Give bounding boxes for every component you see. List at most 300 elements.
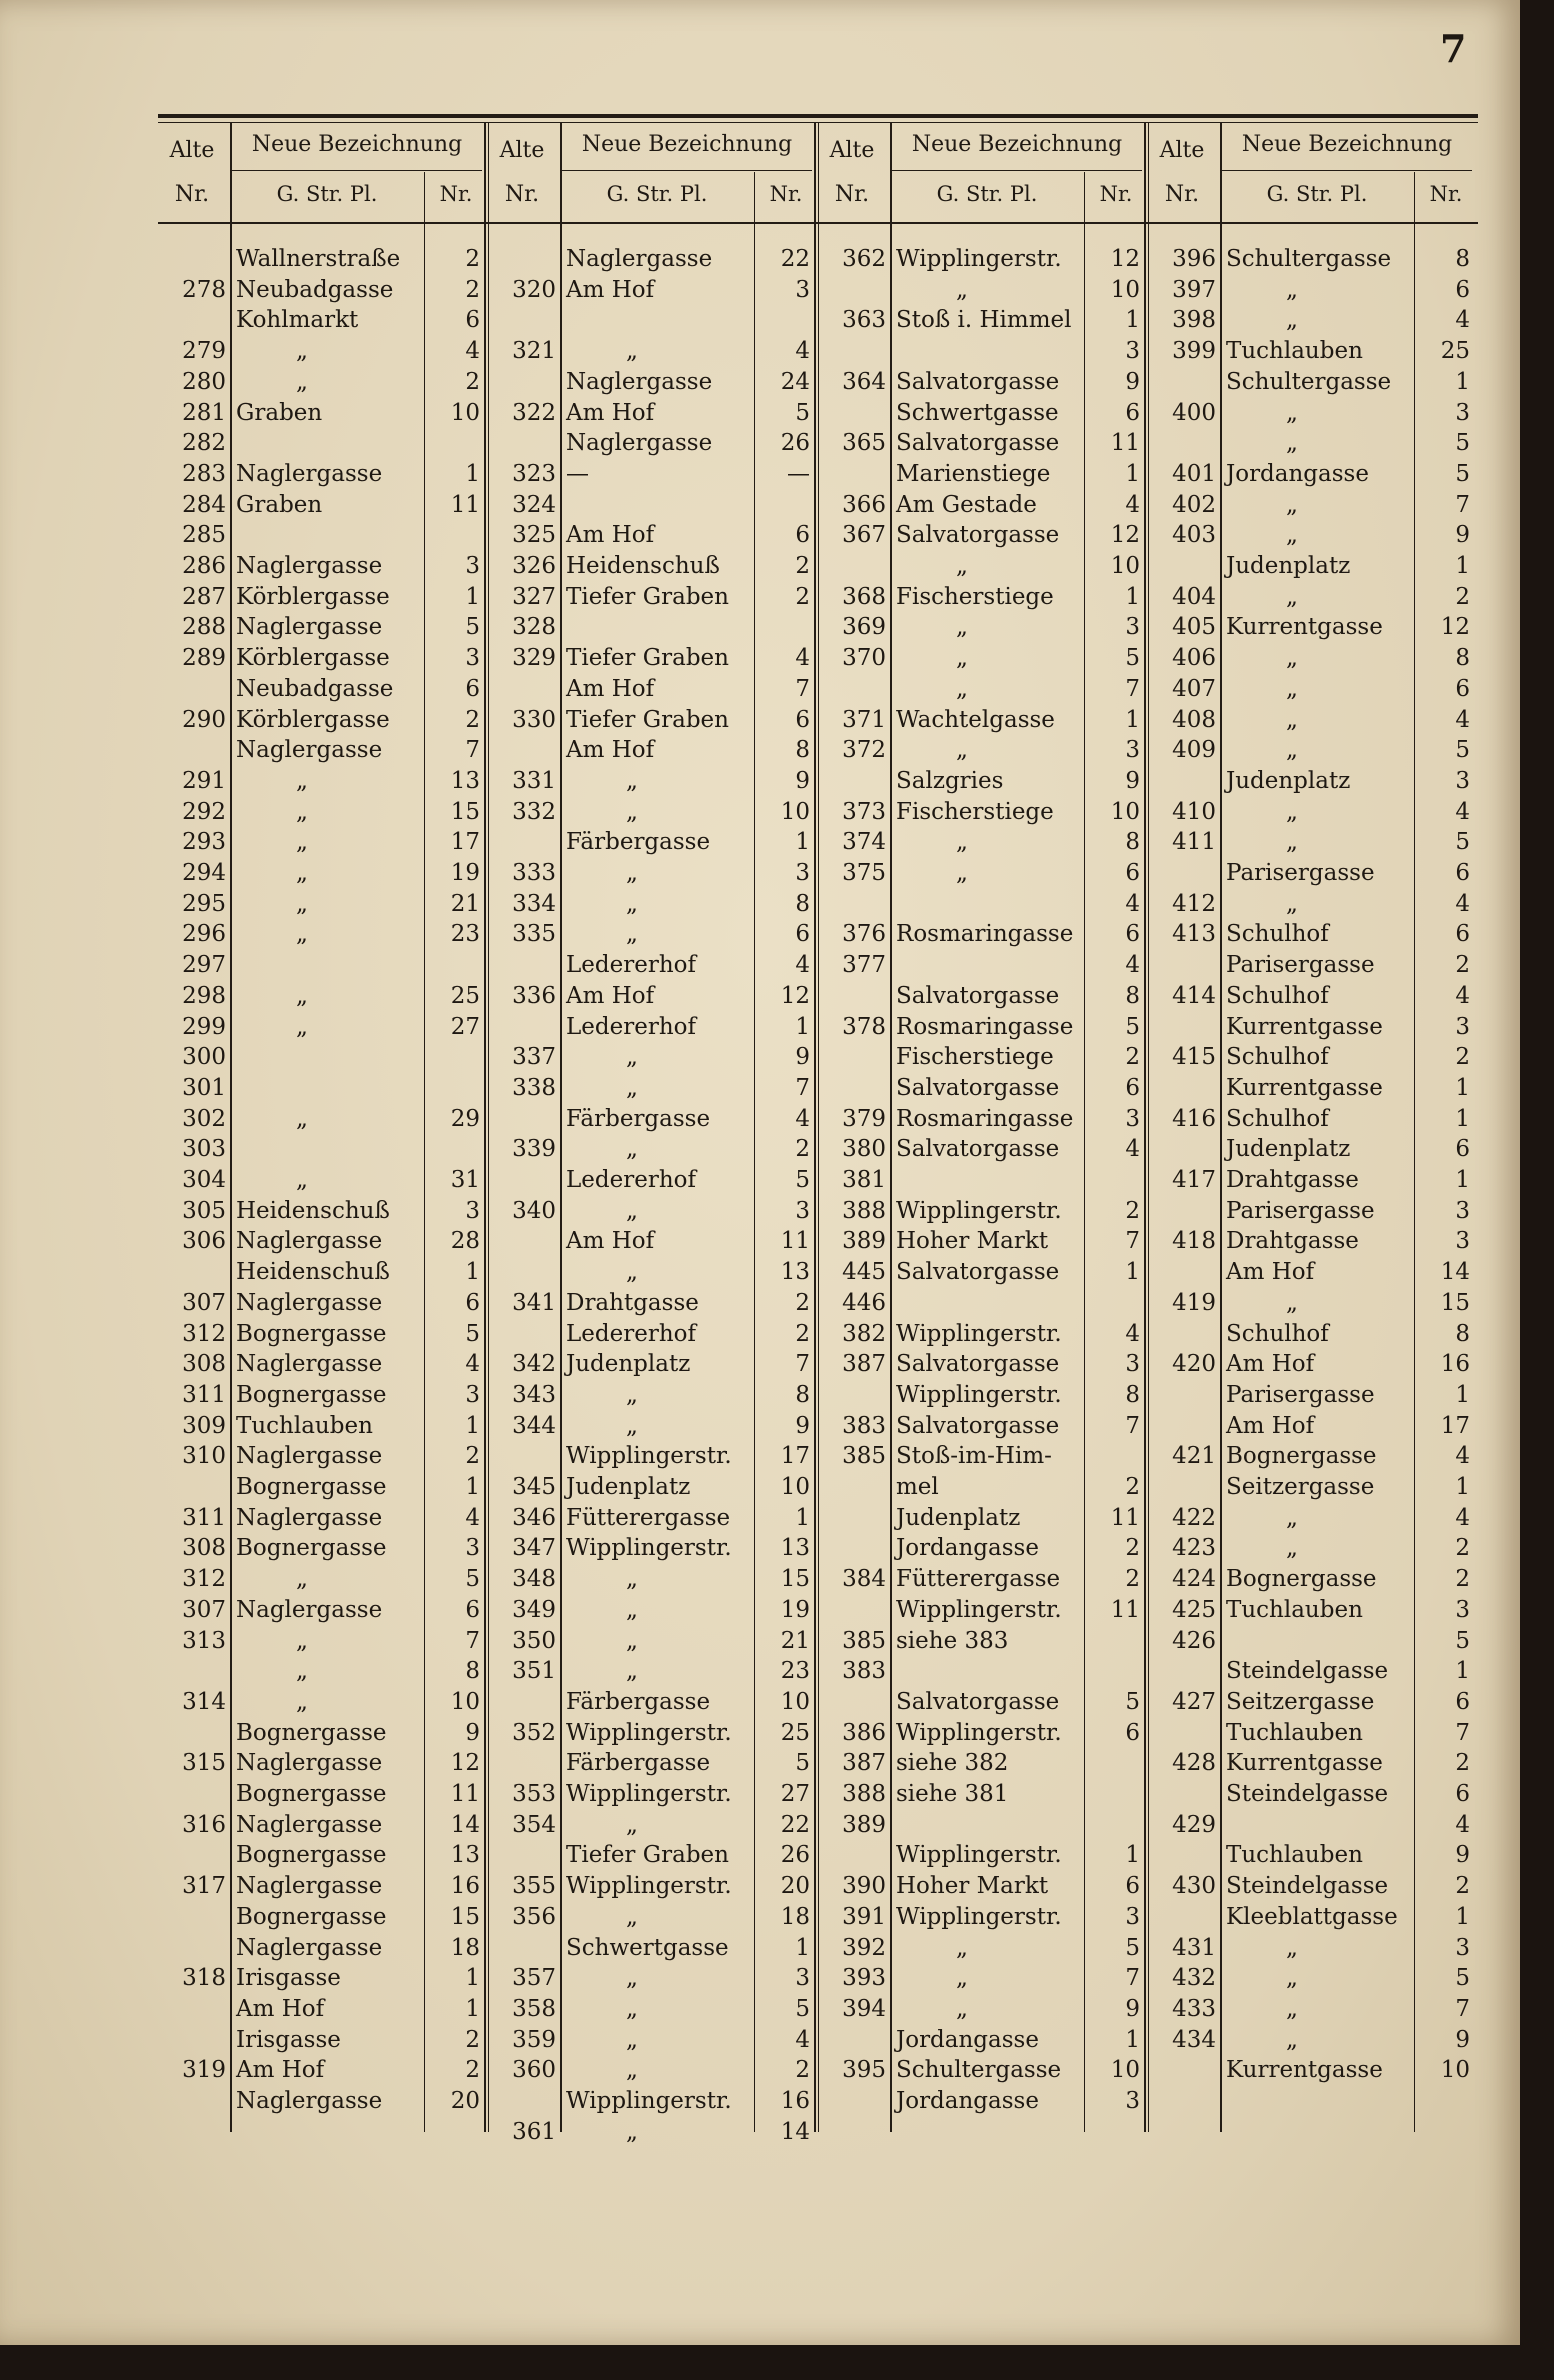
old-number-cell: 404 — [1172, 583, 1216, 610]
old-number-cell: 307 — [182, 1289, 226, 1316]
street-name-cell: „ — [626, 2118, 638, 2145]
street-name-cell: Tuchlauben — [1226, 1596, 1363, 1623]
new-number-cell: 1 — [795, 1504, 810, 1531]
old-number-cell: 371 — [842, 706, 886, 733]
street-name-cell: Naglergasse — [566, 368, 713, 395]
street-name-cell: „ — [1286, 276, 1298, 303]
old-number-cell: 288 — [182, 614, 226, 641]
new-number-cell: 6 — [1455, 860, 1470, 886]
old-number-cell: 400 — [1172, 399, 1216, 426]
old-number-cell: 335 — [512, 921, 556, 948]
street-name-cell: „ — [296, 1627, 308, 1654]
old-number-cell: 370 — [842, 645, 886, 672]
new-number-cell: 17 — [1440, 1412, 1470, 1439]
street-name-cell: Wipplingerstr. — [566, 1535, 732, 1562]
old-number-cell: 383 — [842, 1658, 886, 1685]
header-neue-bezeichnung: Neue Bezeichnung — [581, 132, 793, 157]
new-number-cell: 3 — [1125, 1903, 1140, 1930]
header-nr-label: Nr. — [504, 182, 540, 207]
street-name-cell: Seitzergasse — [1226, 1474, 1375, 1500]
old-number-cell: 309 — [182, 1412, 226, 1439]
new-number-cell: 6 — [465, 675, 480, 702]
old-number-cell: 398 — [1172, 307, 1216, 334]
street-name-cell: „ — [1286, 430, 1298, 457]
street-name-cell: Salzgries — [896, 767, 1004, 794]
street-name-cell: Wipplingerstr. — [566, 1873, 732, 1900]
group-divider — [484, 122, 486, 2132]
header-subrule — [892, 170, 1142, 171]
new-number-cell: 4 — [795, 645, 810, 672]
new-number-cell: 21 — [450, 890, 480, 917]
old-number-cell: 388 — [842, 1197, 886, 1224]
street-name-cell: „ — [1286, 829, 1298, 856]
new-number-cell: 7 — [795, 1351, 810, 1378]
new-number-cell: 1 — [1455, 553, 1470, 579]
new-number-cell: 10 — [450, 1688, 480, 1715]
old-number-cell: 402 — [1172, 491, 1216, 518]
new-number-cell: 8 — [1455, 645, 1470, 672]
new-number-cell: 7 — [1125, 675, 1140, 702]
new-number-cell: 2 — [795, 1136, 810, 1163]
street-name-cell: Parisergasse — [1226, 1381, 1375, 1408]
new-number-cell: 8 — [1125, 982, 1140, 1009]
street-name-cell: Wipplingerstr. — [896, 1381, 1062, 1408]
old-number-cell: 313 — [182, 1627, 226, 1654]
street-name-cell: Körblergasse — [236, 645, 390, 672]
new-number-cell: 4 — [1455, 798, 1470, 825]
new-number-cell: 3 — [465, 1197, 480, 1224]
street-name-cell: Naglergasse — [236, 1228, 383, 1255]
old-number-cell: 359 — [512, 2026, 556, 2053]
new-number-cell: 9 — [1125, 767, 1140, 794]
street-name-cell: Schulhof — [1226, 982, 1329, 1009]
new-number-cell: 7 — [465, 737, 480, 764]
street-name-cell: „ — [296, 1105, 308, 1132]
new-number-cell: 16 — [780, 2088, 810, 2114]
old-number-cell: 376 — [842, 921, 886, 948]
street-name-cell: Drahtgasse — [566, 1289, 699, 1316]
new-number-cell: 4 — [1455, 307, 1470, 334]
old-number-cell: 413 — [1172, 921, 1216, 948]
old-number-cell: 329 — [512, 645, 556, 672]
old-number-cell: 412 — [1172, 890, 1216, 917]
street-name-cell: Bognergasse — [1226, 1566, 1377, 1593]
new-number-cell: 1 — [1125, 2026, 1140, 2053]
header-nr: Nr. — [1429, 182, 1463, 206]
old-number-cell: 368 — [842, 583, 886, 610]
new-number-cell: 5 — [465, 1320, 480, 1347]
street-name-cell: Bognergasse — [236, 1381, 387, 1408]
street-name-cell: „ — [626, 1995, 638, 2022]
old-number-cell: 377 — [842, 952, 886, 979]
new-number-cell: 12 — [450, 1750, 480, 1777]
street-name-cell: „ — [1286, 1934, 1298, 1961]
new-number-cell: 9 — [1125, 368, 1140, 395]
street-name-cell: Naglergasse — [566, 246, 713, 272]
old-number-cell: 410 — [1172, 798, 1216, 825]
old-number-cell: 299 — [182, 1013, 226, 1040]
new-number-cell: 8 — [1125, 1381, 1140, 1408]
street-name-cell: Schultergasse — [1226, 246, 1392, 272]
old-number-cell: 396 — [1172, 246, 1216, 272]
new-number-cell: 4 — [465, 1351, 480, 1378]
old-number-cell: 308 — [182, 1535, 226, 1562]
new-number-cell: — — [787, 460, 810, 487]
street-name-cell: Stoß i. Himmel — [896, 307, 1072, 334]
street-name-cell: Am Hof — [566, 675, 655, 702]
old-number-cell: 338 — [512, 1074, 556, 1101]
new-number-cell: 3 — [1455, 1013, 1470, 1040]
old-number-cell: 291 — [182, 767, 226, 794]
street-name-cell: Fischerstiege — [896, 583, 1054, 610]
new-number-cell: 6 — [1125, 1074, 1140, 1101]
old-number-cell: 426 — [1172, 1627, 1216, 1654]
street-name-cell: Naglergasse — [236, 1504, 383, 1531]
new-number-cell: 1 — [1125, 1259, 1140, 1286]
street-name-cell: Wipplingerstr. — [896, 1197, 1062, 1224]
street-name-cell: „ — [956, 829, 968, 856]
street-name-cell: Heidenschuß — [236, 1259, 390, 1286]
old-number-cell: 307 — [182, 1596, 226, 1623]
street-name-cell: Drahtgasse — [1226, 1228, 1359, 1255]
street-name-cell: „ — [626, 1658, 638, 1685]
street-name-cell: Schwertgasse — [566, 1934, 729, 1961]
street-name-cell: Körblergasse — [236, 583, 390, 610]
new-number-cell: 6 — [465, 1289, 480, 1316]
new-number-cell: 17 — [780, 1443, 810, 1470]
old-number-cell: 430 — [1172, 1873, 1216, 1900]
street-name-cell: Bognergasse — [236, 1903, 387, 1930]
new-number-cell: 1 — [465, 1965, 480, 1992]
old-number-cell: 431 — [1172, 1934, 1216, 1961]
old-number-cell: 424 — [1172, 1566, 1216, 1593]
street-name-cell: „ — [626, 1197, 638, 1224]
new-number-cell: 19 — [780, 1596, 810, 1623]
new-number-cell: 8 — [795, 890, 810, 917]
old-number-cell: 375 — [842, 860, 886, 886]
street-name-cell: Jordangasse — [1226, 460, 1369, 487]
new-number-cell: 20 — [780, 1873, 810, 1900]
street-name-cell: „ — [626, 2026, 638, 2053]
old-number-cell: 417 — [1172, 1167, 1216, 1193]
new-number-cell: 4 — [465, 1504, 480, 1531]
new-number-cell: 3 — [795, 1197, 810, 1224]
street-name-cell: Färbergasse — [566, 1688, 711, 1715]
old-number-cell: 310 — [182, 1443, 226, 1470]
old-number-cell: 341 — [512, 1289, 556, 1316]
old-number-cell: 302 — [182, 1105, 226, 1132]
new-number-cell: 10 — [780, 1474, 810, 1500]
old-number-cell: 409 — [1172, 737, 1216, 764]
group-divider — [1144, 122, 1146, 2132]
old-number-cell: 294 — [182, 860, 226, 886]
new-number-cell: 25 — [450, 982, 480, 1009]
old-number-cell: 357 — [512, 1965, 556, 1992]
street-name-cell: Naglergasse — [236, 460, 383, 487]
old-number-cell: 364 — [842, 368, 886, 395]
street-name-cell: Naglergasse — [236, 1289, 383, 1316]
old-number-cell: 403 — [1172, 522, 1216, 549]
nr-column-divider — [1084, 172, 1085, 2132]
street-name-cell: Tuchlauben — [1226, 1842, 1363, 1869]
new-number-cell: 4 — [1125, 952, 1140, 979]
old-number-cell: 383 — [842, 1412, 886, 1439]
street-name-cell: „ — [956, 645, 968, 672]
street-name-cell: „ — [626, 1965, 638, 1992]
street-name-cell: Naglergasse — [236, 1596, 383, 1623]
header-gsp: G. Str. Pl. — [1266, 182, 1368, 206]
street-name-cell: „ — [1286, 1289, 1298, 1316]
street-name-cell: Am Gestade — [896, 491, 1037, 518]
street-name-cell: Kurrentgasse — [1226, 1013, 1383, 1040]
street-name-cell: Wipplingerstr. — [896, 1842, 1062, 1869]
old-number-cell: 423 — [1172, 1535, 1216, 1562]
street-name-cell: Schulhof — [1226, 1320, 1329, 1347]
street-name-cell: Fütterergasse — [566, 1504, 731, 1531]
new-number-cell: 1 — [1455, 1903, 1470, 1930]
new-number-cell: 2 — [1455, 1750, 1470, 1777]
old-number-cell: 366 — [842, 491, 886, 518]
street-name-cell: Parisergasse — [1226, 860, 1375, 886]
new-number-cell: 21 — [780, 1627, 810, 1654]
street-name-cell: Körblergasse — [236, 706, 390, 733]
new-number-cell: 6 — [1125, 399, 1140, 426]
street-name-cell: „ — [626, 1259, 638, 1286]
old-number-cell: 293 — [182, 829, 226, 856]
old-number-cell: 373 — [842, 798, 886, 825]
new-number-cell: 11 — [1110, 1504, 1140, 1531]
street-name-cell: „ — [626, 1903, 638, 1930]
street-name-cell: Tiefer Graben — [566, 1842, 729, 1869]
new-number-cell: 2 — [795, 2057, 810, 2084]
street-name-cell: „ — [956, 1995, 968, 2022]
old-number-cell: 353 — [512, 1781, 556, 1807]
nr-column-divider — [424, 172, 425, 2132]
new-number-cell: 3 — [1455, 1228, 1470, 1255]
street-name-cell: „ — [1286, 491, 1298, 518]
old-number-cell: 280 — [182, 368, 226, 395]
new-number-cell: 12 — [1110, 522, 1140, 549]
street-name-cell: „ — [626, 1566, 638, 1593]
new-number-cell: 5 — [1455, 1627, 1470, 1654]
new-number-cell: 9 — [795, 1044, 810, 1071]
nr-column-divider — [1414, 172, 1415, 2132]
new-number-cell: 6 — [1455, 921, 1470, 948]
new-number-cell: 20 — [450, 2088, 480, 2114]
old-number-cell: 421 — [1172, 1443, 1216, 1470]
old-number-cell: 355 — [512, 1873, 556, 1900]
new-number-cell: 6 — [465, 307, 480, 334]
street-name-cell: „ — [956, 737, 968, 764]
new-number-cell: 11 — [450, 491, 480, 518]
new-number-cell: 26 — [780, 1842, 810, 1869]
old-number-cell: 345 — [512, 1474, 556, 1500]
old-number-cell: 433 — [1172, 1995, 1216, 2022]
street-name-cell: Am Hof — [566, 737, 655, 764]
street-name-cell: Salvatorgasse — [896, 522, 1060, 549]
street-name-cell: Färbergasse — [566, 1105, 711, 1132]
new-number-cell: 3 — [795, 860, 810, 886]
street-name-cell: „ — [626, 860, 638, 886]
street-name-cell: Tuchlauben — [1226, 1719, 1363, 1746]
header-nr: Nr. — [769, 182, 803, 206]
street-name-cell: Am Hof — [566, 522, 655, 549]
old-number-cell: 318 — [182, 1965, 226, 1992]
street-name-cell: Stoß-im-Him- — [896, 1443, 1052, 1470]
new-number-cell: 1 — [1455, 1167, 1470, 1193]
header-neue-bezeichnung: Neue Bezeichnung — [1241, 132, 1453, 157]
old-number-cell: 317 — [182, 1873, 226, 1900]
new-number-cell: 29 — [450, 1105, 480, 1132]
old-number-cell: 378 — [842, 1013, 886, 1040]
street-name-cell: Graben — [236, 399, 323, 426]
street-name-cell: „ — [296, 921, 308, 948]
new-number-cell: 23 — [450, 921, 480, 948]
old-number-cell: 408 — [1172, 706, 1216, 733]
new-number-cell: 3 — [795, 1965, 810, 1992]
street-name-cell: Bognergasse — [236, 1781, 387, 1807]
street-name-cell: Bognergasse — [236, 1842, 387, 1869]
street-name-cell: Salvatorgasse — [896, 368, 1060, 395]
old-number-cell: 285 — [182, 522, 226, 549]
street-name-cell: „ — [1286, 1995, 1298, 2022]
street-name-cell: Schultergasse — [896, 2057, 1062, 2084]
new-number-cell: 10 — [1110, 276, 1140, 303]
old-number-cell: 389 — [842, 1228, 886, 1255]
old-number-cell: 381 — [842, 1167, 886, 1193]
nr-column-divider — [754, 172, 755, 2132]
street-name-cell: Kurrentgasse — [1226, 614, 1383, 641]
street-name-cell: Salvatorgasse — [896, 1688, 1060, 1715]
old-number-cell: 289 — [182, 645, 226, 672]
new-number-cell: 3 — [1125, 1105, 1140, 1132]
new-number-cell: 2 — [795, 583, 810, 610]
old-number-cell: 388 — [842, 1781, 886, 1807]
new-number-cell: 2 — [465, 1443, 480, 1470]
new-number-cell: 7 — [1125, 1228, 1140, 1255]
new-number-cell: 8 — [1455, 246, 1470, 272]
new-number-cell: 1 — [465, 1474, 480, 1500]
new-number-cell: 4 — [465, 338, 480, 365]
street-name-cell: Naglergasse — [236, 1934, 383, 1961]
street-name-cell: Bognergasse — [1226, 1443, 1377, 1470]
street-name-cell: „ — [956, 276, 968, 303]
street-name-cell: Steindelgasse — [1226, 1781, 1389, 1807]
old-number-cell: 306 — [182, 1228, 226, 1255]
street-name-cell: Rosmaringasse — [896, 1105, 1074, 1132]
old-number-cell: 422 — [1172, 1504, 1216, 1531]
street-name-cell: Graben — [236, 491, 323, 518]
new-number-cell: 15 — [450, 798, 480, 825]
old-number-cell: 295 — [182, 890, 226, 917]
old-number-cell: 278 — [182, 276, 226, 303]
new-number-cell: 13 — [780, 1259, 810, 1286]
street-name-cell: „ — [956, 860, 968, 886]
street-name-cell: Neubadgasse — [236, 675, 394, 702]
street-name-cell: Steindelgasse — [1226, 1658, 1389, 1685]
new-number-cell: 5 — [1125, 1013, 1140, 1040]
new-number-cell: 8 — [1455, 1320, 1470, 1347]
new-number-cell: 6 — [1455, 1688, 1470, 1715]
old-number-cell: 389 — [842, 1811, 886, 1838]
new-number-cell: 1 — [1455, 1105, 1470, 1132]
new-number-cell: 4 — [1125, 1320, 1140, 1347]
new-number-cell: 6 — [795, 921, 810, 948]
street-name-cell: Irisgasse — [236, 1965, 341, 1992]
old-number-cell: 399 — [1172, 338, 1216, 365]
street-name-cell: Parisergasse — [1226, 952, 1375, 979]
street-name-cell: Kohlmarkt — [236, 307, 359, 334]
old-number-cell: 358 — [512, 1995, 556, 2022]
new-number-cell: 5 — [1125, 645, 1140, 672]
new-number-cell: 7 — [795, 1074, 810, 1101]
table-top-rule — [158, 114, 1478, 118]
street-name-cell: Naglergasse — [236, 553, 383, 579]
new-number-cell: 3 — [1455, 1934, 1470, 1961]
street-name-cell: Bognergasse — [236, 1535, 387, 1562]
old-number-cell: 405 — [1172, 614, 1216, 641]
new-number-cell: 2 — [465, 2057, 480, 2084]
new-number-cell: 17 — [450, 829, 480, 856]
old-number-cell: 336 — [512, 982, 556, 1009]
new-number-cell: 2 — [1125, 1044, 1140, 1071]
new-number-cell: 10 — [1440, 2057, 1470, 2084]
street-name-cell: „ — [956, 553, 968, 579]
new-number-cell: 26 — [780, 430, 810, 457]
old-number-cell: 351 — [512, 1658, 556, 1685]
street-name-cell: Am Hof — [566, 399, 655, 426]
street-name-cell: Wipplingerstr. — [896, 1320, 1062, 1347]
header-gsp: G. Str. Pl. — [936, 182, 1038, 206]
old-number-cell: 325 — [512, 522, 556, 549]
street-name-cell: Fischerstiege — [896, 798, 1054, 825]
new-number-cell: 14 — [1440, 1259, 1470, 1286]
street-name-cell: Schulhof — [1226, 921, 1329, 948]
old-number-cell: 292 — [182, 798, 226, 825]
new-number-cell: 9 — [1455, 522, 1470, 549]
street-name-cell: „ — [1286, 798, 1298, 825]
street-name-cell: Drahtgasse — [1226, 1167, 1359, 1193]
old-number-cell: 434 — [1172, 2026, 1216, 2053]
street-name-cell: Salvatorgasse — [896, 1259, 1060, 1286]
new-number-cell: 5 — [465, 614, 480, 641]
new-number-cell: 2 — [1125, 1535, 1140, 1562]
new-number-cell: 12 — [1440, 614, 1470, 641]
street-name-cell: „ — [296, 1566, 308, 1593]
street-name-cell: Wipplingerstr. — [896, 1596, 1062, 1623]
street-name-cell: Tuchlauben — [236, 1412, 373, 1439]
street-name-cell: Seitzergasse — [1226, 1688, 1375, 1715]
new-number-cell: 11 — [1110, 430, 1140, 457]
street-name-cell: „ — [1286, 522, 1298, 549]
street-name-cell: Naglergasse — [236, 1811, 383, 1838]
new-number-cell: 2 — [465, 246, 480, 272]
new-number-cell: 2 — [1125, 1566, 1140, 1593]
old-number-cell: 282 — [182, 430, 226, 457]
street-name-cell: siehe 382 — [896, 1750, 1009, 1777]
new-number-cell: 6 — [1125, 1873, 1140, 1900]
old-number-cell: 401 — [1172, 460, 1216, 487]
street-name-cell: „ — [1286, 1504, 1298, 1531]
new-number-cell: 18 — [780, 1903, 810, 1930]
new-number-cell: 7 — [1125, 1965, 1140, 1992]
new-number-cell: 1 — [795, 1934, 810, 1961]
old-number-cell: 298 — [182, 982, 226, 1009]
old-number-cell: 445 — [842, 1259, 886, 1286]
street-name-cell: Salvatorgasse — [896, 1074, 1060, 1101]
new-number-cell: 1 — [795, 1013, 810, 1040]
new-number-cell: 2 — [795, 553, 810, 579]
